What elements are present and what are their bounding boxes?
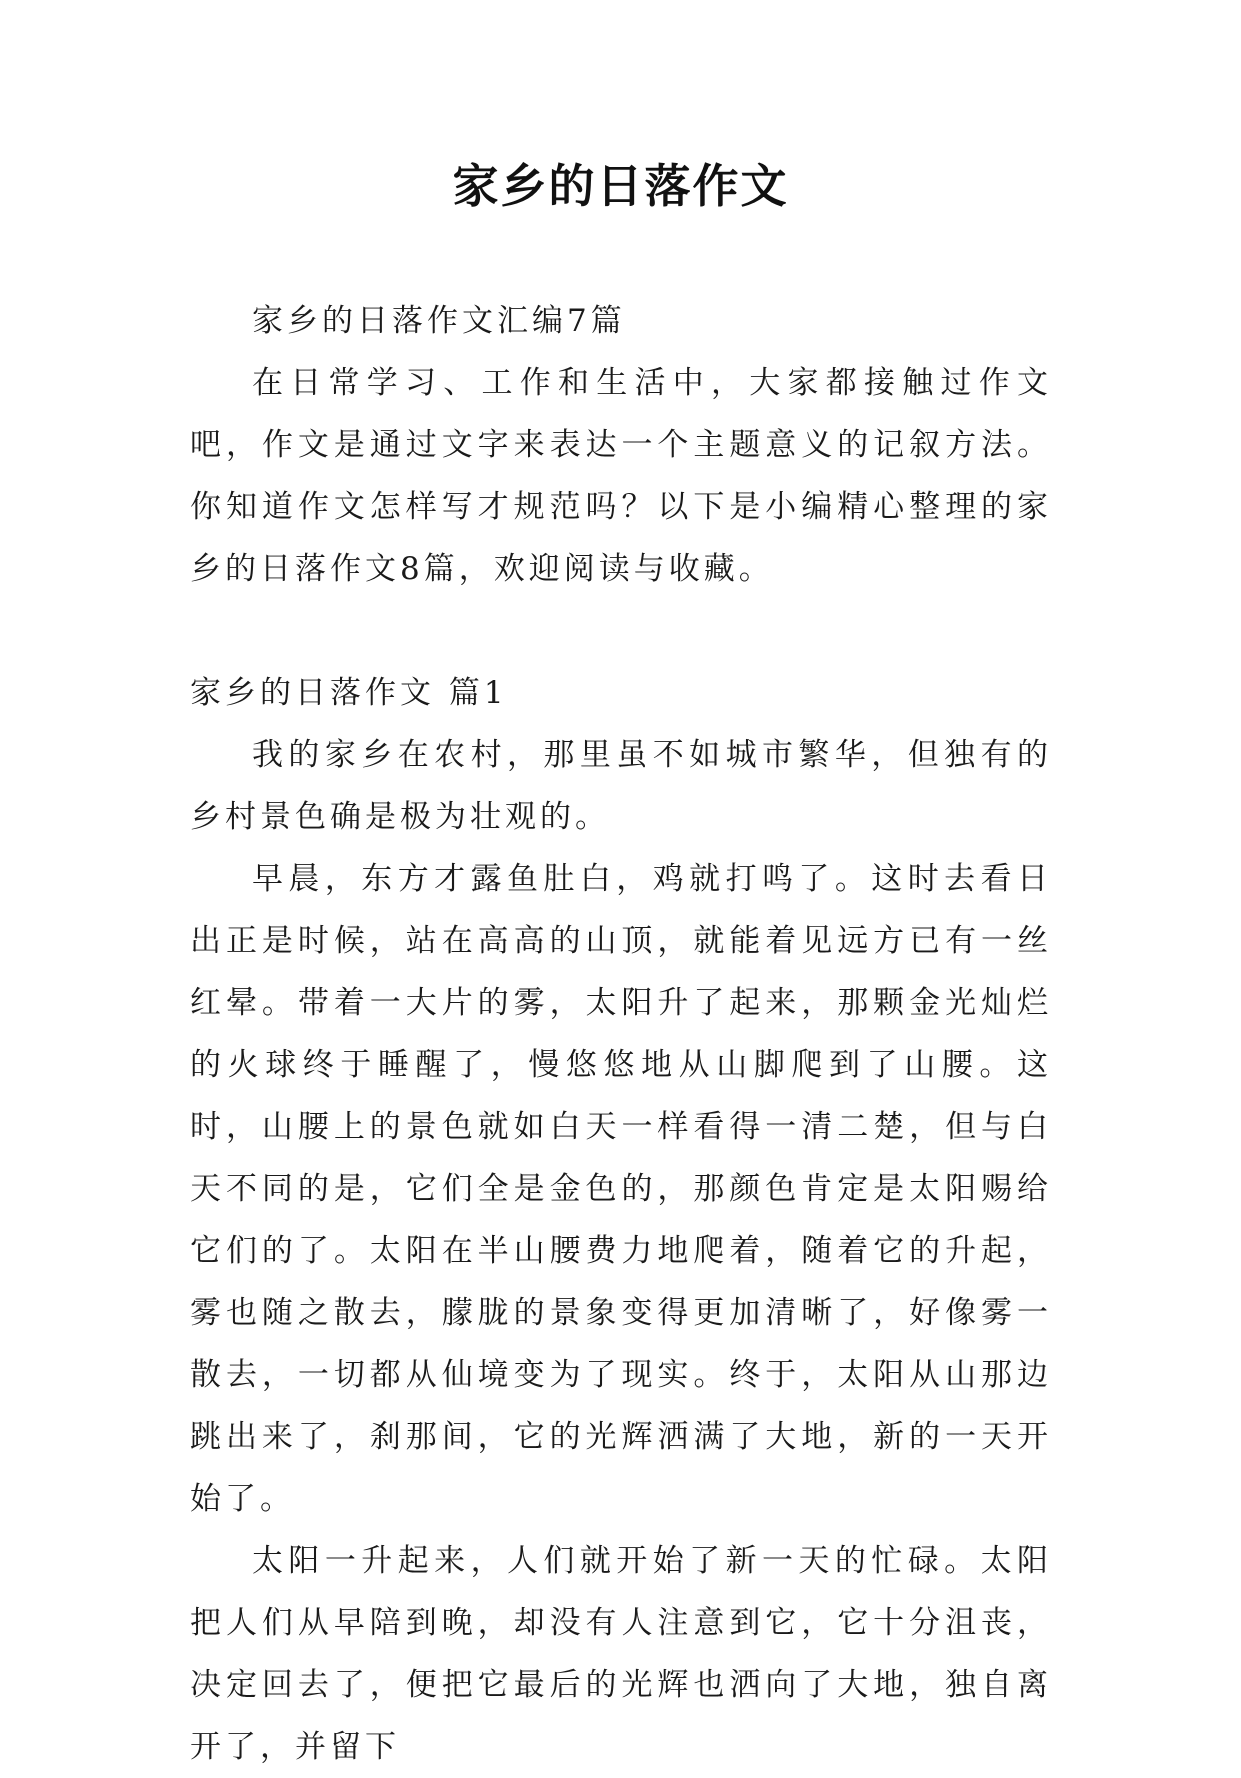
subtitle-line: 家乡的日落作文汇编7篇	[252, 303, 626, 339]
document-body	[190, 290, 1052, 1778]
document-title: 家乡的日落作文	[452, 159, 789, 213]
body-paragraph: 我的家乡在农村，那里虽不如城市繁华，但独有的乡村景色确是极为壮观的。	[190, 737, 1052, 835]
section-heading: 家乡的日落作文 篇1	[190, 675, 508, 711]
section-spacer	[190, 600, 1052, 662]
intro-paragraph: 在日常学习、工作和生活中，大家都接触过作文吧，作文是通过文字来表达一个主题意义的记叙方法。你知道作文怎样写才规范吗？以下是小编精心整理的家乡的日落作文8篇，欢迎阅读与收藏。	[190, 365, 1052, 587]
body-paragraph: 早晨，东方才露鱼肚白，鸡就打鸣了。这时去看日出正是时候，站在高高的山顶，就能着见远方已有一丝红晕。带着一大片的雾，太阳升了起来，那颗金光灿烂的火球终于睡醒了，慢悠悠地从山脚爬到了山腰。这时，山腰上的景色就如白天一样看得一清二楚，但与白天不同的是，它们全是金色的，那颜色肯定是太阳赐给它们的了。太阳在半山腰费力地爬着，随着它的升起，雾也随之散去，朦胧的景象变得更加清晰了，好像雾一散去，一切都从仙境变为了现实。终于，太阳从山那边跳出来了，刹那间，它的光辉洒满了大地，新的一天开始了。	[190, 861, 1052, 1517]
body-paragraph: 太阳一升起来，人们就开始了新一天的忙碌。太阳把人们从早陪到晚，却没有人注意到它，它十分沮丧，决定回去了，便把它最后的光辉也洒向了大地，独自离开了，并留下	[190, 1543, 1052, 1765]
